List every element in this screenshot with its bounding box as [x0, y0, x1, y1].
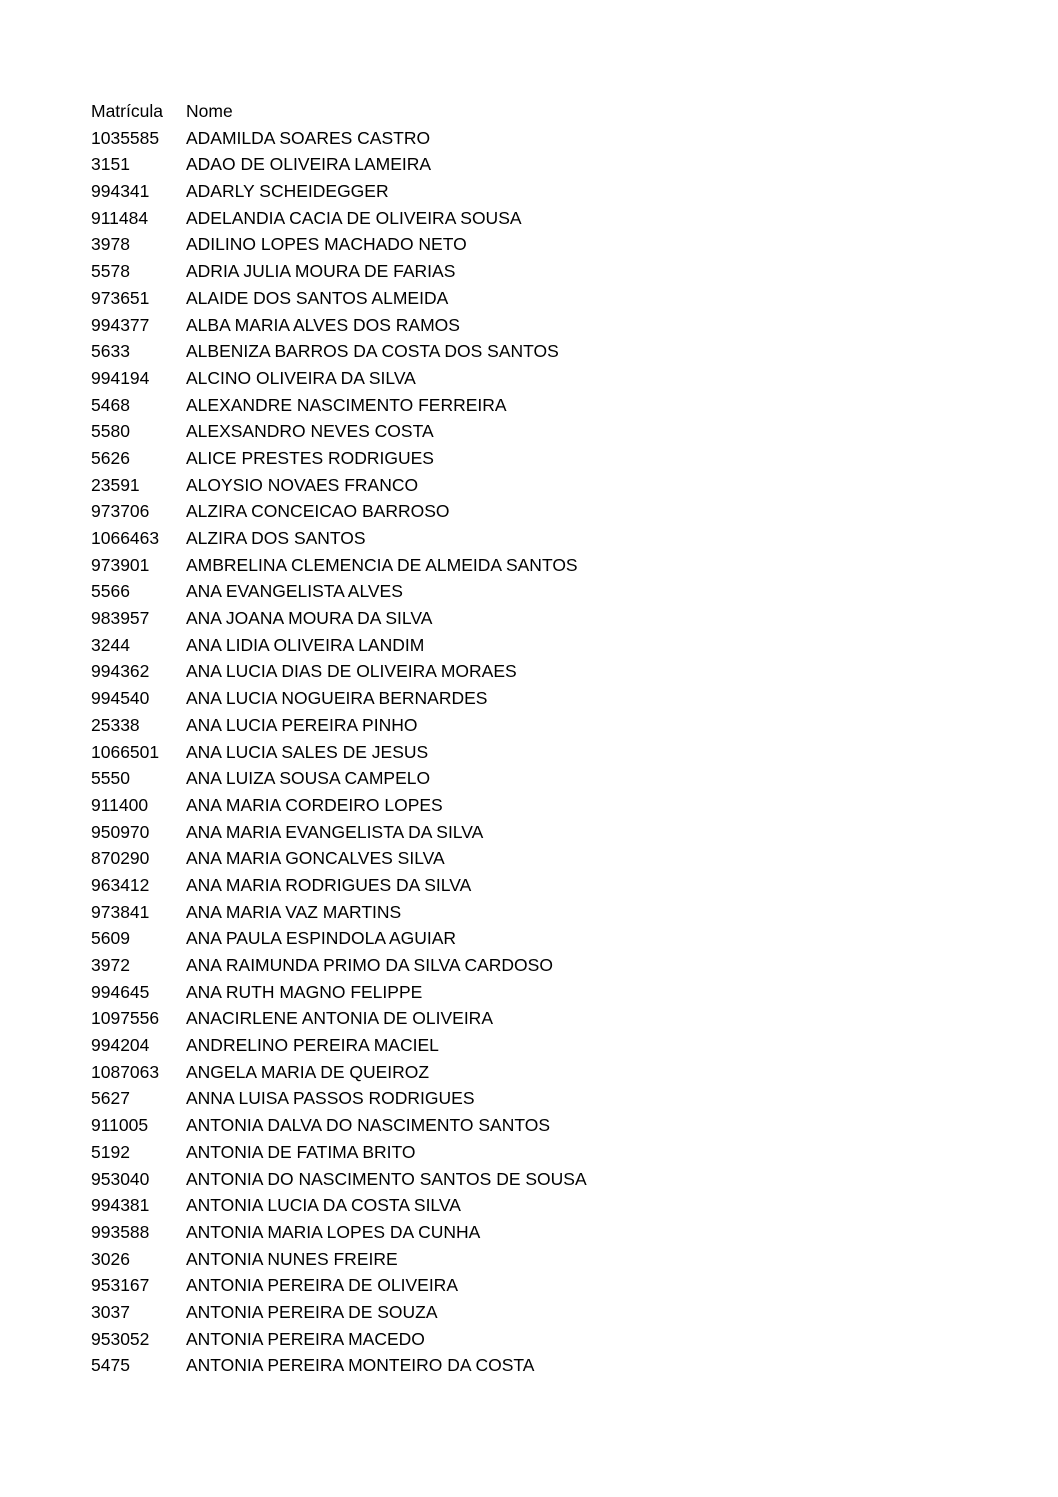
cell-matricula: 3151 [91, 154, 130, 175]
table-row [91, 685, 711, 712]
header-matricula: Matrícula [91, 101, 163, 121]
table-row [91, 338, 711, 365]
cell-matricula: 953052 [91, 1328, 150, 1349]
table-row [91, 552, 711, 579]
cell-nome: ADARLY SCHEIDEGGER [186, 181, 389, 202]
cell-nome: ANA RUTH MAGNO FELIPPE [186, 981, 423, 1002]
employee-table [91, 98, 711, 1379]
cell-nome: ANA LUCIA PEREIRA PINHO [186, 714, 418, 735]
cell-matricula: 1066501 [91, 741, 160, 762]
table-row [91, 872, 711, 899]
cell-matricula: 5580 [91, 421, 130, 442]
cell-matricula: 983957 [91, 608, 150, 629]
cell-nome: ANTONIA PEREIRA DE OLIVEIRA [186, 1275, 458, 1296]
table-row [91, 979, 711, 1006]
cell-nome: ANA RAIMUNDA PRIMO DA SILVA CARDOSO [186, 955, 553, 975]
cell-matricula: 3026 [91, 1248, 130, 1269]
table-row [91, 792, 711, 819]
cell-matricula: 973706 [91, 501, 150, 522]
cell-matricula: 5475 [91, 1355, 130, 1376]
table-row [91, 739, 711, 766]
cell-matricula: 963412 [91, 874, 150, 895]
cell-nome: ALBENIZA BARROS DA COSTA DOS SANTOS [186, 341, 559, 362]
table-row [91, 1166, 711, 1193]
table-row [91, 578, 711, 605]
cell-nome: ANTONIA PEREIRA MONTEIRO DA COSTA [186, 1355, 535, 1376]
cell-matricula: 5609 [91, 928, 130, 949]
cell-nome: ANA MARIA VAZ MARTINS [186, 901, 402, 922]
cell-nome: ANA MARIA CORDEIRO LOPES [186, 794, 443, 815]
table-row [91, 1139, 711, 1166]
table-row [91, 658, 711, 685]
cell-nome: ANA PAULA ESPINDOLA AGUIAR [186, 928, 457, 949]
cell-nome: ALZIRA DOS SANTOS [186, 528, 366, 548]
cell-matricula: 5627 [91, 1088, 130, 1109]
cell-nome: ANTONIA MARIA LOPES DA CUNHA [186, 1221, 481, 1242]
cell-matricula: 973651 [91, 287, 150, 308]
table-row [91, 178, 711, 205]
cell-nome: ALCINO OLIVEIRA DA SILVA [186, 367, 416, 388]
cell-nome: AMBRELINA CLEMENCIA DE ALMEIDA SANTOS [186, 554, 578, 575]
cell-nome: ALAIDE DOS SANTOS ALMEIDA [186, 287, 449, 308]
table-row [91, 525, 711, 552]
table-row [91, 472, 711, 499]
table-row [91, 899, 711, 926]
cell-matricula: 994341 [91, 181, 150, 202]
cell-nome: ADILINO LOPES MACHADO NETO [186, 234, 467, 255]
cell-matricula: 911400 [91, 794, 149, 815]
table-row [91, 1192, 711, 1219]
table-row [91, 445, 711, 472]
cell-nome: ALOYSIO NOVAES FRANCO [186, 474, 419, 495]
cell-matricula: 953040 [91, 1168, 150, 1189]
cell-matricula: 994381 [91, 1195, 150, 1216]
table-row [91, 1112, 711, 1139]
table-row [91, 125, 711, 152]
cell-nome: ANTONIA DO NASCIMENTO SANTOS DE SOUSA [186, 1168, 587, 1189]
cell-matricula: 1066463 [91, 528, 160, 548]
cell-nome: ANTONIA DALVA DO NASCIMENTO SANTOS [186, 1115, 551, 1136]
table-row [91, 1299, 711, 1326]
cell-matricula: 3978 [91, 234, 130, 255]
table-row [91, 925, 711, 952]
table-row [91, 498, 711, 525]
cell-nome: ANA LIDIA OLIVEIRA LANDIM [186, 634, 425, 655]
table-row [91, 1352, 711, 1379]
cell-matricula: 25338 [91, 714, 140, 735]
cell-nome: ANTONIA DE FATIMA BRITO [186, 1141, 416, 1162]
cell-nome: ANGELA MARIA DE QUEIROZ [186, 1061, 430, 1082]
table-row [91, 819, 711, 846]
cell-matricula: 950970 [91, 821, 150, 842]
table-row [91, 285, 711, 312]
cell-nome: ANA MARIA GONCALVES SILVA [186, 848, 445, 869]
cell-matricula: 5578 [91, 261, 130, 282]
cell-matricula: 993588 [91, 1221, 150, 1242]
table-row [91, 258, 711, 285]
cell-nome: ANA MARIA RODRIGUES DA SILVA [186, 874, 472, 895]
table-row [91, 151, 711, 178]
cell-matricula: 973901 [91, 554, 150, 575]
cell-matricula: 3037 [91, 1301, 130, 1322]
cell-matricula: 994645 [91, 981, 150, 1002]
cell-matricula: 994377 [91, 314, 150, 335]
cell-matricula: 953167 [91, 1275, 150, 1296]
cell-matricula: 5566 [91, 581, 130, 602]
table-row [91, 1326, 711, 1353]
table-body [91, 125, 711, 1379]
cell-matricula: 911484 [91, 207, 149, 228]
table-row [91, 205, 711, 232]
cell-nome: ANTONIA LUCIA DA COSTA SILVA [186, 1195, 461, 1216]
cell-nome: ANA JOANA MOURA DA SILVA [186, 608, 433, 629]
cell-nome: ADAO DE OLIVEIRA LAMEIRA [186, 154, 432, 175]
table-row [91, 231, 711, 258]
cell-nome: ANNA LUISA PASSOS RODRIGUES [186, 1088, 475, 1109]
table-row [91, 765, 711, 792]
table-row [91, 712, 711, 739]
table-row [91, 952, 711, 979]
cell-matricula: 5468 [91, 394, 130, 415]
cell-nome: ADRIA JULIA MOURA DE FARIAS [186, 261, 456, 282]
cell-matricula: 1087063 [91, 1061, 160, 1082]
cell-nome: ANTONIA PEREIRA MACEDO [186, 1328, 425, 1349]
cell-nome: ANACIRLENE ANTONIA DE OLIVEIRA [186, 1008, 493, 1029]
cell-nome: ALZIRA CONCEICAO BARROSO [186, 501, 450, 522]
table-row [91, 1219, 711, 1246]
cell-nome: ANA EVANGELISTA ALVES [186, 581, 403, 602]
cell-matricula: 3972 [91, 955, 130, 975]
cell-nome: ALEXANDRE NASCIMENTO FERREIRA [186, 394, 507, 415]
cell-matricula: 911005 [91, 1115, 149, 1136]
cell-nome: ALEXSANDRO NEVES COSTA [186, 421, 434, 442]
cell-nome: ALBA MARIA ALVES DOS RAMOS [186, 314, 460, 335]
table-row [91, 1085, 711, 1112]
cell-nome: ANA LUCIA SALES DE JESUS [186, 741, 429, 762]
header-nome: Nome [186, 101, 233, 121]
cell-nome: ANA LUIZA SOUSA CAMPELO [186, 768, 431, 789]
cell-nome: ADELANDIA CACIA DE OLIVEIRA SOUSA [186, 207, 522, 228]
cell-nome: ADAMILDA SOARES CASTRO [186, 127, 431, 148]
cell-nome: ANA MARIA EVANGELISTA DA SILVA [186, 821, 484, 842]
cell-matricula: 23591 [91, 474, 140, 495]
table-row [91, 418, 711, 445]
table-row [91, 392, 711, 419]
table-row [91, 1272, 711, 1299]
table-row [91, 365, 711, 392]
table-row [91, 632, 711, 659]
table-row [91, 845, 711, 872]
table-row [91, 312, 711, 339]
table-row [91, 1059, 711, 1086]
cell-matricula: 870290 [91, 848, 150, 869]
cell-nome: ANA LUCIA NOGUEIRA BERNARDES [186, 688, 488, 709]
table-row [91, 605, 711, 632]
cell-matricula: 994540 [91, 688, 150, 709]
table-header-row [91, 98, 711, 125]
cell-nome: ANTONIA NUNES FREIRE [186, 1248, 398, 1269]
cell-matricula: 3244 [91, 634, 130, 655]
cell-nome: ANTONIA PEREIRA DE SOUZA [186, 1301, 438, 1322]
cell-matricula: 5626 [91, 447, 130, 468]
table-row [91, 1032, 711, 1059]
table-row [91, 1246, 711, 1273]
cell-matricula: 994194 [91, 367, 150, 388]
cell-matricula: 5550 [91, 768, 130, 789]
cell-nome: ANA LUCIA DIAS DE OLIVEIRA MORAES [186, 661, 517, 682]
cell-matricula: 973841 [91, 901, 150, 922]
cell-matricula: 5633 [91, 341, 130, 362]
table-row [91, 1005, 711, 1032]
cell-matricula: 994204 [91, 1035, 150, 1056]
cell-nome: ALICE PRESTES RODRIGUES [186, 447, 434, 468]
cell-nome: ANDRELINO PEREIRA MACIEL [186, 1035, 439, 1056]
cell-matricula: 994362 [91, 661, 150, 682]
cell-matricula: 1035585 [91, 127, 160, 148]
cell-matricula: 5192 [91, 1141, 130, 1162]
cell-matricula: 1097556 [91, 1008, 160, 1029]
